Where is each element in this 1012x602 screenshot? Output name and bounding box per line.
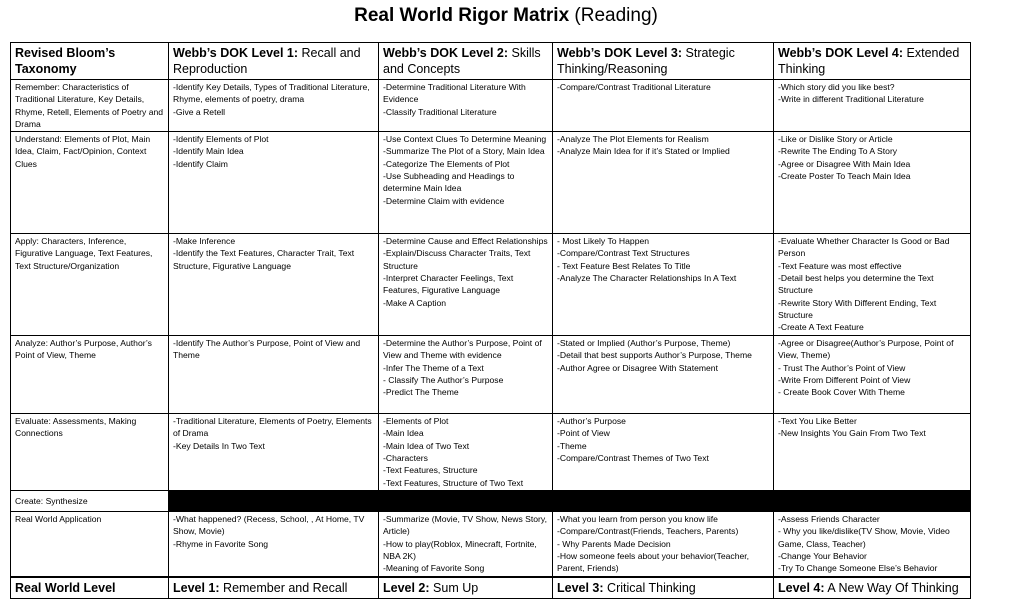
row-label-evaluate: Evaluate: Assessments, Making Connections: [11, 414, 169, 491]
cell-remember-dok1: -Identify Key Details, Types of Traditional Literature, Rhyme, elements of poetry, drama -Give a Retell: [169, 80, 379, 132]
cell-evaluate-dok1: -Traditional Literature, Elements of Poetry, Elements of Drama -Key Details In Two Text: [169, 414, 379, 491]
create-blacked-out-cell: [169, 491, 971, 512]
cell-analyze-dok2: -Determine the Author’s Purpose, Point of View and Theme with evidence -Infer The Theme of a Text - Classify The Author’s Purpose -Predict The Theme: [379, 336, 553, 414]
row-analyze: [11, 336, 971, 414]
footer-level-2: Level 2: Sum Up: [379, 577, 553, 599]
row-label-understand: Understand: Elements of Plot, Main Idea, Claim, Fact/Opinion, Context Clues: [11, 132, 169, 234]
rigor-matrix-table: [10, 42, 971, 599]
cell-analyze-dok3: -Stated or Implied (Author’s Purpose, Theme) -Detail that best supports Author’s Purpose, Theme -Author Agree or Disagree With Statement: [553, 336, 774, 414]
row-label-analyze: Analyze: Author’s Purpose, Author’s Point of View, Theme: [11, 336, 169, 414]
page-title: [0, 4, 1012, 28]
cell-apply-dok2: -Determine Cause and Effect Relationships -Explain/Discuss Character Traits, Text Structure -Interpret Character Feelings, Text Features, Figurative Language -Make A Caption: [379, 234, 553, 336]
row-label-remember: Remember: Characteristics of Traditional Literature, Key Details, Rhyme, Retell, Elements of Poetry and Drama: [11, 80, 169, 132]
cell-application-dok3: -What you learn from person you know life -Compare/Contrast(Friends, Teachers, Parents) - Why Parents Made Decision -How someone feels about your behavior(Teacher, Parent, Friends): [553, 512, 774, 577]
header-dok-1: Webb’s DOK Level 1: Recall and Reproduction: [169, 43, 379, 80]
row-apply: [11, 234, 971, 336]
footer-level-3: Level 3: Critical Thinking: [553, 577, 774, 599]
header-row: [11, 43, 971, 80]
cell-remember-dok4: -Which story did you like best? -Write in different Traditional Literature: [774, 80, 971, 132]
row-label-application: Real World Application: [11, 512, 169, 577]
footer-row: [11, 577, 971, 599]
cell-understand-dok4: -Like or Dislike Story or Article -Rewrite The Ending To A Story -Agree or Disagree With Main Idea -Create Poster To Teach Main Idea: [774, 132, 971, 234]
cell-evaluate-dok4: -Text You Like Better -New Insights You Gain From Two Text: [774, 414, 971, 491]
cell-apply-dok4: -Evaluate Whether Character Is Good or Bad Person -Text Feature was most effective -Detail best helps you determine the Text Structure -Rewrite Story With Different Ending, Text Structure -Create A Text Feature: [774, 234, 971, 336]
title-normal: (Reading): [574, 5, 658, 26]
footer-level-1: Level 1: Remember and Recall: [169, 577, 379, 599]
cell-analyze-dok1: -Identify The Author’s Purpose, Point of View and Theme: [169, 336, 379, 414]
cell-evaluate-dok3: -Author’s Purpose -Point of View -Theme -Compare/Contrast Themes of Two Text: [553, 414, 774, 491]
row-evaluate: [11, 414, 971, 491]
footer-real-world-level: Real World Level: [11, 577, 169, 599]
row-remember: [11, 80, 971, 132]
cell-application-dok2: -Summarize (Movie, TV Show, News Story, Article) -How to play(Roblox, Minecraft, Fortnite, NBA 2K) -Meaning of Favorite Song: [379, 512, 553, 577]
cell-apply-dok3: - Most Likely To Happen -Compare/Contrast Text Structures - Text Feature Best Relates To Title -Analyze The Character Relationships In A Text: [553, 234, 774, 336]
row-label-apply: Apply: Characters, Inference, Figurative Language, Text Features, Text Structure/Organization: [11, 234, 169, 336]
cell-evaluate-dok2: -Elements of Plot -Main Idea -Main Idea of Two Text -Characters -Text Features, Structure -Text Features, Structure of Two Text: [379, 414, 553, 491]
footer-level-4: Level 4: A New Way Of Thinking: [774, 577, 971, 599]
row-real-world-application: [11, 512, 971, 577]
cell-understand-dok2: -Use Context Clues To Determine Meaning -Summarize The Plot of a Story, Main Idea -Categorize The Elements of Plot -Use Subheading and Headings to determine Main Idea -Determine Claim with evidence: [379, 132, 553, 234]
cell-remember-dok2: -Determine Traditional Literature With Evidence -Classify Traditional Literature: [379, 80, 553, 132]
header-dok-2: Webb’s DOK Level 2: Skills and Concepts: [379, 43, 553, 80]
header-dok-3: Webb’s DOK Level 3: Strategic Thinking/Reasoning: [553, 43, 774, 80]
row-label-create: Create: Synthesize: [11, 491, 169, 512]
cell-apply-dok1: -Make Inference -Identify the Text Features, Character Trait, Text Structure, Figurative Language: [169, 234, 379, 336]
cell-understand-dok3: -Analyze The Plot Elements for Realism -Analyze Main Idea for if it’s Stated or Implied: [553, 132, 774, 234]
row-create: [11, 491, 971, 512]
cell-analyze-dok4: -Agree or Disagree(Author’s Purpose, Point of View, Theme) - Trust The Author’s Point of View -Write From Different Point of View - Create Book Cover With Theme: [774, 336, 971, 414]
cell-application-dok4: -Assess Friends Character - Why you like/dislike(TV Show, Movie, Video Game, Class, Teacher) -Change Your Behavior -Try To Change Someone Else’s Behavior: [774, 512, 971, 577]
cell-application-dok1: -What happened? (Recess, School, , At Home, TV Show, Movie) -Rhyme in Favorite Song: [169, 512, 379, 577]
cell-understand-dok1: -Identify Elements of Plot -Identify Main Idea -Identify Claim: [169, 132, 379, 234]
header-dok-4: Webb’s DOK Level 4: Extended Thinking: [774, 43, 971, 80]
title-bold: Real World Rigor Matrix: [354, 5, 570, 26]
header-bloom: Revised Bloom’s Taxonomy: [11, 43, 169, 80]
row-understand: [11, 132, 971, 234]
cell-remember-dok3: -Compare/Contrast Traditional Literature: [553, 80, 774, 132]
